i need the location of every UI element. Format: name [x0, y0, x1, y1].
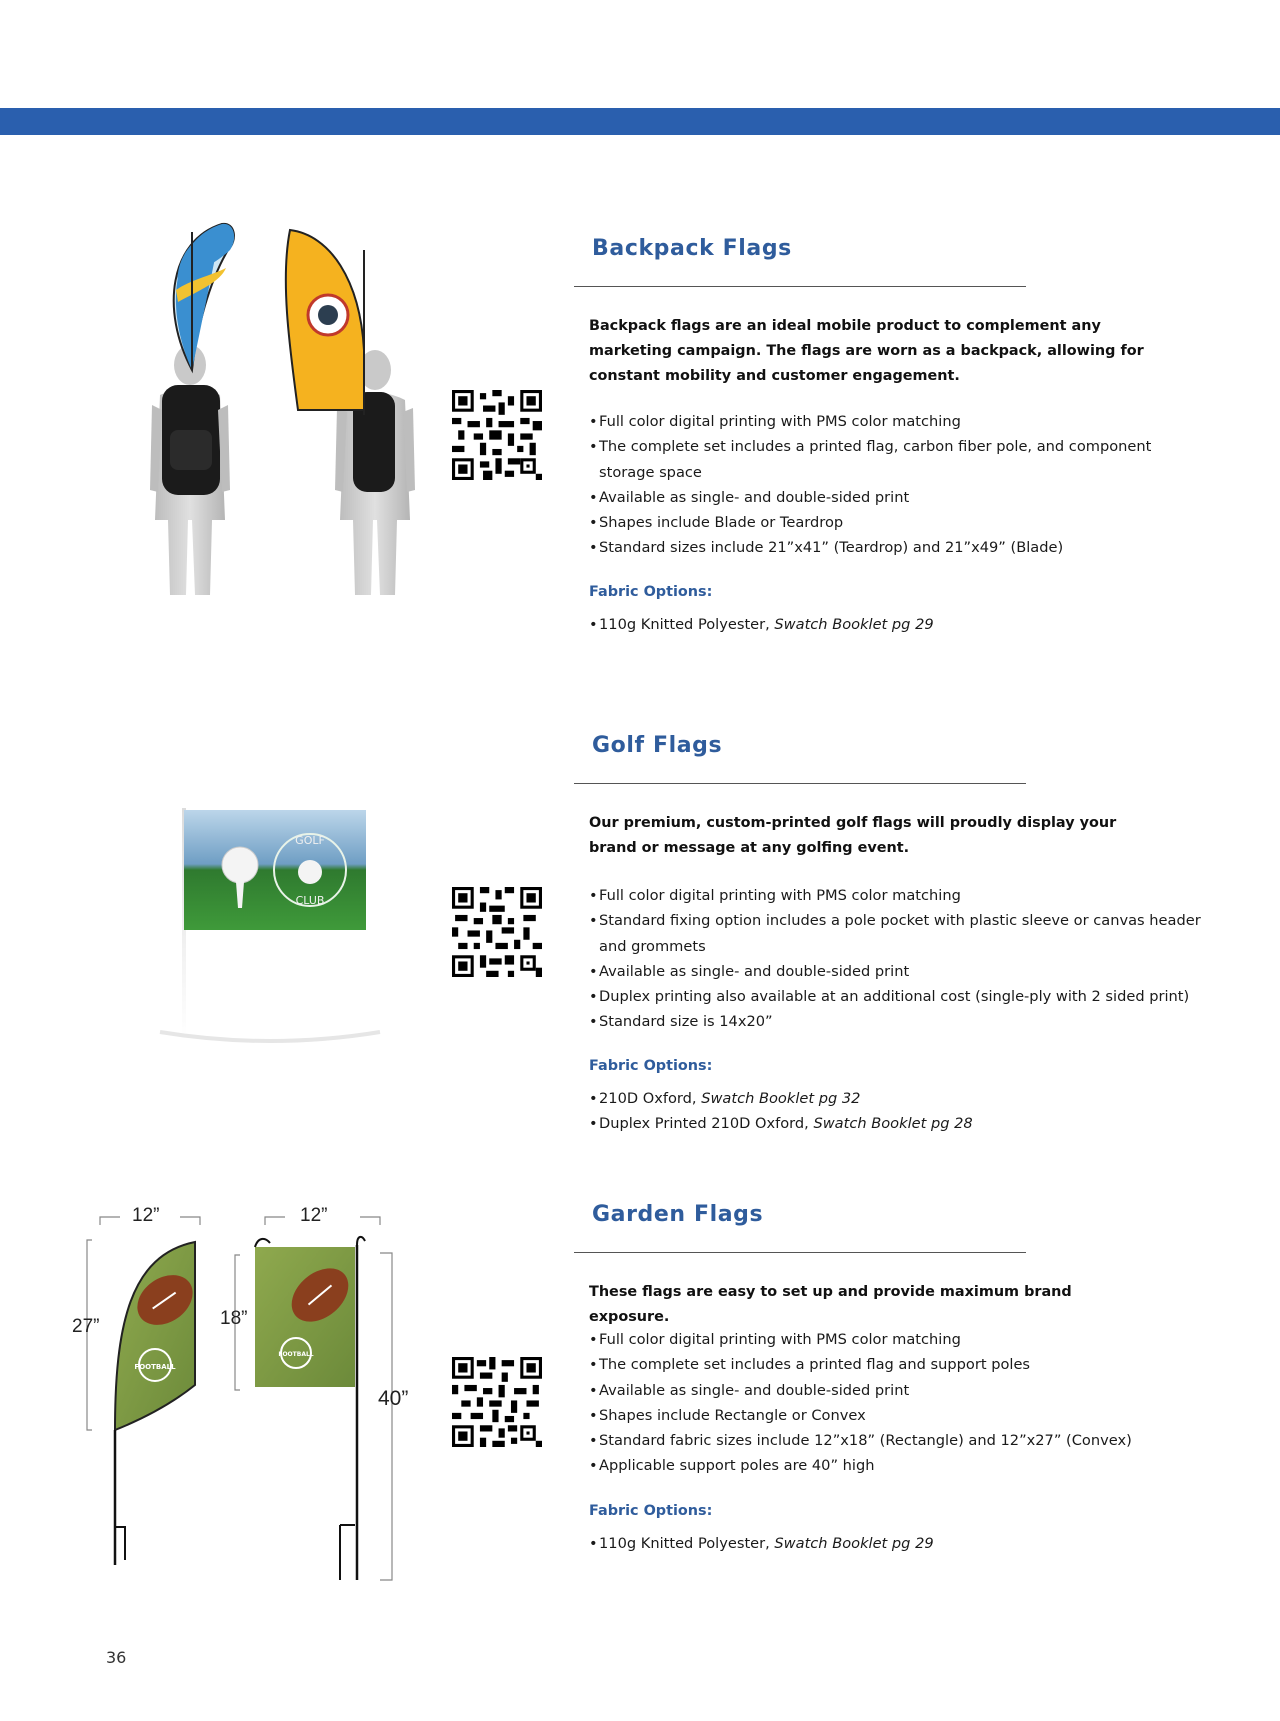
football-logo-text-rect: FOOTBALL	[278, 1351, 314, 1358]
list-item: • The complete set includes a printed flag, carbon fiber pole, and component storage space	[589, 434, 1209, 485]
list-item: • Shapes include Blade or Teardrop	[589, 510, 1209, 535]
list-item: • Shapes include Rectangle or Convex	[589, 1403, 1209, 1428]
list-item: • Duplex Printed 210D Oxford, Swatch Booklet pg 28	[589, 1111, 973, 1136]
dimension-label: 12”	[132, 1205, 160, 1226]
list-item: • Available as single- and double-sided print	[589, 959, 1209, 984]
qr-code-garden[interactable]	[452, 1357, 542, 1447]
fabric-list	[589, 612, 934, 637]
section-title: Golf Flags	[592, 733, 723, 758]
list-item: • Full color digital printing with PMS color matching	[589, 1327, 1209, 1352]
qr-code-backpack[interactable]	[452, 390, 542, 480]
list-item: • Standard fixing option includes a pole pocket with plastic sleeve or canvas header and grommets	[589, 908, 1209, 959]
section-intro: Backpack flags are an ideal mobile product to complement any marketing campaign. The flags are worn as a backpack, allowing for constant mobility and customer engagement.	[589, 318, 1144, 384]
list-item: • Applicable support poles are 40” high	[589, 1453, 1209, 1478]
fabric-options-label: Fabric Options:	[589, 1058, 713, 1074]
dimension-label: 12”	[300, 1205, 328, 1226]
title-divider	[574, 1252, 1026, 1253]
fabric-options-label: Fabric Options:	[589, 1503, 713, 1519]
football-logo-text-convex: FOOTBALL	[134, 1363, 176, 1371]
dimension-label: 18”	[220, 1308, 248, 1329]
golf-logo-text-top: GOLF	[295, 834, 325, 847]
person-right	[286, 230, 415, 595]
golf-logo-text-bottom: CLUB	[295, 894, 325, 907]
dimension-label: 40”	[378, 1387, 409, 1410]
fabric-options-label: Fabric Options:	[589, 584, 713, 600]
list-item: • 110g Knitted Polyester, Swatch Booklet pg 29	[589, 612, 934, 637]
feature-list	[589, 409, 1209, 561]
section-title: Backpack Flags	[592, 236, 792, 261]
title-divider	[574, 783, 1026, 784]
fabric-list	[589, 1086, 973, 1137]
list-item: • Standard size is 14x20”	[589, 1009, 1209, 1034]
list-item: • Standard sizes include 21”x41” (Teardrop) and 21”x49” (Blade)	[589, 535, 1209, 560]
feature-list	[589, 1327, 1209, 1479]
list-item: • Standard fabric sizes include 12”x18” (Rectangle) and 12”x27” (Convex)	[589, 1428, 1209, 1453]
header-band	[0, 108, 1280, 135]
feature-list	[589, 883, 1209, 1035]
list-item: • Full color digital printing with PMS color matching	[589, 883, 1209, 908]
list-item: • Available as single- and double-sided print	[589, 1378, 1209, 1403]
fabric-list	[589, 1531, 934, 1556]
list-item: • 210D Oxford, Swatch Booklet pg 32	[589, 1086, 973, 1111]
qr-code-golf[interactable]	[452, 887, 542, 977]
section-intro: Our premium, custom-printed golf flags will proudly display your brand or message at any golfing event.	[589, 815, 1117, 856]
title-divider	[574, 286, 1026, 287]
page-number: 36	[106, 1648, 127, 1667]
list-item: • The complete set includes a printed flag and support poles	[589, 1352, 1209, 1377]
dimension-label: 27”	[72, 1316, 100, 1337]
garden-flags-figure	[70, 1205, 420, 1590]
list-item: • Full color digital printing with PMS color matching	[589, 409, 1209, 434]
person-left	[150, 224, 234, 595]
list-item: • Available as single- and double-sided print	[589, 485, 1209, 510]
list-item: • 110g Knitted Polyester, Swatch Booklet pg 29	[589, 1531, 934, 1556]
section-intro: These flags are easy to set up and provide maximum brand exposure.	[589, 1284, 1072, 1325]
section-title: Garden Flags	[592, 1202, 764, 1227]
backpack-flags-figure	[130, 220, 420, 615]
golf-flag-figure	[130, 800, 390, 1050]
list-item: • Duplex printing also available at an additional cost (single-ply with 2 sided print)	[589, 984, 1209, 1009]
